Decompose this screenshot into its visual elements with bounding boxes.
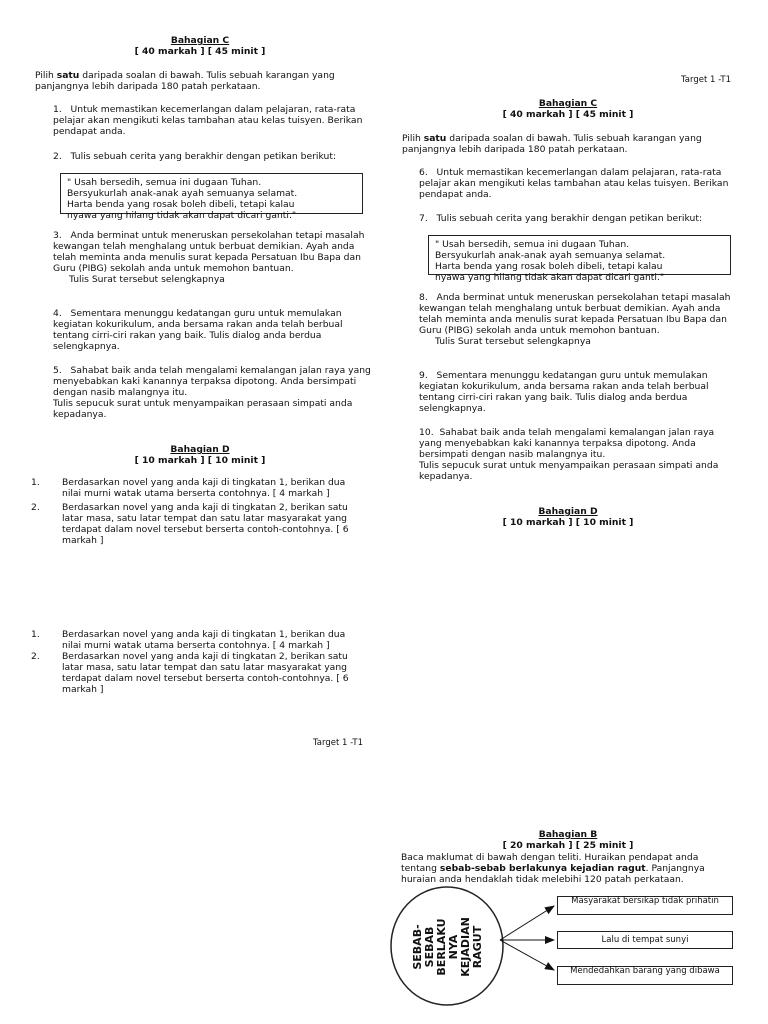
left-section-d-header bbox=[100, 444, 300, 466]
question-number: 4. bbox=[53, 308, 62, 319]
circle-text-line: RAGUT bbox=[471, 925, 484, 969]
left-section-d-marks: [ 10 markah ] [ 10 minit ] bbox=[134, 455, 266, 466]
left-section-c-header bbox=[100, 35, 300, 57]
intro-text: daripada soalan di bawah. Tulis sebuah karangan yang panjangnya lebih daripada 180 patah perkataan. bbox=[35, 70, 335, 92]
right-section-d-marks: [ 10 markah ] [ 10 minit ] bbox=[502, 517, 634, 528]
question-text: Untuk memastikan kecemerlangan dalam pelajaran, rata-rata pelajar akan mengikuti kelas tambahan atau kelas tuisyen. Berikan pendapat anda. bbox=[53, 104, 363, 137]
item-number: 2. bbox=[31, 502, 40, 513]
question-text: Sahabat baik anda telah mengalami kemalangan jalan raya yang menyebabkan kaki kanannya terpaksa dipotong. Anda bersimpati dengan nasib malangnya itu. bbox=[419, 427, 715, 460]
right-section-c-title: Bahagian C bbox=[538, 98, 598, 109]
right-header: Target 1 -T1 bbox=[681, 75, 731, 85]
right-question-8 bbox=[419, 292, 737, 347]
left-question-1 bbox=[53, 104, 371, 137]
question-number: 9. bbox=[419, 370, 428, 381]
item-number: 2. bbox=[31, 651, 40, 662]
right-section-d-header bbox=[468, 506, 668, 528]
mind-map-center-text bbox=[392, 887, 504, 1007]
circle-text-line: NYA bbox=[447, 934, 460, 960]
box-text: Masyarakat bersikap tidak prihatin bbox=[571, 896, 719, 906]
left-question-3 bbox=[53, 230, 371, 285]
intro-text: Pilih bbox=[402, 133, 424, 144]
intro-bold: satu bbox=[423, 133, 447, 144]
item-number: 1. bbox=[31, 477, 40, 488]
quote-line: nyawa yang hilang tidak akan dapat dicari ganti." bbox=[67, 210, 297, 221]
right-section-b-title: Bahagian B bbox=[538, 829, 598, 840]
question-instruction: Tulis sepucuk surat untuk menyampaikan perasaan simpati anda kepadanya. bbox=[419, 460, 719, 482]
right-question-7 bbox=[419, 213, 737, 224]
item-text: Berdasarkan novel yang anda kaji di tingkatan 2, berikan satu latar masa, satu latar tempat dan satu latar masyarakat yang terdapat dalam novel tersebut berserta contoh-contohnya. [ 6 markah ] bbox=[62, 651, 349, 695]
intro-text: Pilih bbox=[35, 70, 57, 81]
question-instruction: Tulis Surat tersebut selengkapnya bbox=[435, 336, 591, 347]
item-text: Berdasarkan novel yang anda kaji di tingkatan 2, berikan satu latar masa, satu latar tempat dan satu latar masyarakat yang terdapat dalam novel tersebut berserta contoh-contohnya. [ 6 markah ] bbox=[62, 502, 349, 546]
left-question-4 bbox=[53, 308, 371, 352]
mind-map-box-1 bbox=[557, 896, 733, 915]
item-number: 1. bbox=[31, 629, 40, 640]
right-section-c-marks: [ 40 markah ] [ 45 minit ] bbox=[502, 109, 634, 120]
right-section-c-intro bbox=[402, 133, 732, 155]
question-text: Tulis sebuah cerita yang berakhir dengan petikan berikut: bbox=[70, 151, 337, 162]
quote-line: " Usah bersedih, semua ini dugaan Tuhan. bbox=[435, 239, 630, 250]
left-section-d-title: Bahagian D bbox=[170, 444, 230, 455]
right-quote-box bbox=[428, 235, 731, 283]
left-footer: Target 1 -T1 bbox=[313, 738, 363, 748]
question-text: Sahabat baik anda telah mengalami kemalangan jalan raya yang menyebabkan kaki kanannya terpaksa dipotong. Anda bersimpati dengan nasib malangnya itu. bbox=[53, 365, 371, 398]
left-question-2 bbox=[53, 151, 371, 162]
quote-line: Harta benda yang rosak boleh dibeli, tetapi kalau bbox=[435, 261, 663, 272]
left-section-c-intro bbox=[35, 70, 365, 92]
box-text: Mendedahkan barang yang dibawa bbox=[570, 966, 720, 976]
left-quote-box bbox=[60, 173, 363, 221]
quote-line: Bersyukurlah anak-anak ayah semuanya selamat. bbox=[67, 188, 298, 199]
intro-text: daripada soalan di bawah. Tulis sebuah karangan yang panjangnya lebih daripada 180 patah perkataan. bbox=[402, 133, 702, 155]
mind-map-box-3 bbox=[557, 966, 733, 985]
circle-text-line: SEBAB- bbox=[411, 924, 424, 970]
question-text: Untuk memastikan kecemerlangan dalam pelajaran, rata-rata pelajar akan mengikuti kelas tambahan atau kelas tuisyen. Berikan pendapat anda. bbox=[419, 167, 729, 200]
left-question-5 bbox=[53, 365, 371, 420]
question-number: 5. bbox=[53, 365, 62, 376]
arrow-bottom bbox=[500, 940, 554, 970]
left-section-d-item-1 bbox=[31, 477, 371, 501]
left-section-d-repeat-item-1 bbox=[31, 629, 371, 653]
circle-text-line: KEJADIAN bbox=[459, 917, 472, 977]
question-text: Anda berminat untuk meneruskan persekolahan tetapi masalah kewangan telah menghalang untuk berbuat demikian. Ayah anda telah meminta anda menulis surat kepada Persatuan Ibu Bapa dan Guru (PIBG) sekolah anda untuk memohon bantuan. bbox=[53, 230, 365, 274]
intro-bold: satu bbox=[56, 70, 80, 81]
quote-line: Bersyukurlah anak-anak ayah semuanya selamat. bbox=[435, 250, 666, 261]
question-instruction: Tulis Surat tersebut selengkapnya bbox=[69, 274, 225, 285]
right-section-d-title: Bahagian D bbox=[538, 506, 598, 517]
intro-text: Baca maklumat di bawah dengan teliti. Huraikan pendapat anda tentang bbox=[401, 852, 699, 874]
right-question-9 bbox=[419, 370, 737, 414]
question-number: 8. bbox=[419, 292, 428, 303]
right-section-b-marks: [ 20 markah ] [ 25 minit ] bbox=[502, 840, 634, 851]
left-section-d-repeat-item-2 bbox=[31, 651, 371, 701]
quote-line: " Usah bersedih, semua ini dugaan Tuhan. bbox=[67, 177, 262, 188]
mind-map-box-2 bbox=[557, 931, 733, 949]
question-number: 3. bbox=[53, 230, 62, 241]
circle-text-line: BERLAKU bbox=[435, 918, 448, 976]
intro-bold: sebab-sebab berlakunya kejadian ragut bbox=[439, 863, 646, 874]
question-number: 10. bbox=[419, 427, 434, 438]
right-section-b-intro bbox=[401, 852, 737, 885]
left-section-c-marks: [ 40 markah ] [ 45 minit ] bbox=[134, 46, 266, 57]
question-number: 2. bbox=[53, 151, 62, 162]
intro-text: . Panjangnya huraian anda hendaklah tidak melebihi 120 patah perkataan. bbox=[401, 863, 705, 885]
question-text: Sementara menunggu kedatangan guru untuk memulakan kegiatan kokurikulum, anda bersama rakan anda telah berbual tentang cirri-ciri rakan yang baik. Tulis dialog anda berdua selengkapnya. bbox=[53, 308, 343, 352]
arrow-top bbox=[500, 906, 554, 940]
item-text: Berdasarkan novel yang anda kaji di tingkatan 1, berikan dua nilai murni watak utama berserta contohnya. [ 4 markah ] bbox=[62, 477, 346, 499]
left-section-c-title: Bahagian C bbox=[170, 35, 230, 46]
question-text: Sementara menunggu kedatangan guru untuk memulakan kegiatan kokurikulum, anda bersama rakan anda telah berbual tentang cirri-ciri rakan yang baik. Tulis dialog anda berdua selengkapnya. bbox=[419, 370, 709, 414]
question-text: Tulis sebuah cerita yang berakhir dengan petikan berikut: bbox=[436, 213, 703, 224]
right-question-6 bbox=[419, 167, 737, 200]
question-number: 7. bbox=[419, 213, 428, 224]
right-section-b-header bbox=[468, 829, 668, 851]
left-section-d-item-2 bbox=[31, 502, 371, 552]
quote-line: Harta benda yang rosak boleh dibeli, tetapi kalau bbox=[67, 199, 295, 210]
box-text: Lalu di tempat sunyi bbox=[601, 935, 689, 945]
question-number: 6. bbox=[419, 167, 428, 178]
quote-line: nyawa yang hilang tidak akan dapat dicari ganti." bbox=[435, 272, 665, 283]
question-text: Anda berminat untuk meneruskan persekolahan tetapi masalah kewangan telah menghalang untuk berbuat demikian. Ayah anda telah meminta anda menulis surat kepada Persatuan Ibu Bapa dan Guru (PIBG) sekolah anda untuk memohon bantuan. bbox=[419, 292, 731, 336]
question-instruction: Tulis sepucuk surat untuk menyampaikan perasaan simpati anda kepadanya. bbox=[53, 398, 353, 420]
right-question-10 bbox=[419, 427, 737, 482]
question-number: 1. bbox=[53, 104, 62, 115]
right-section-c-header bbox=[468, 98, 668, 120]
circle-text-line: SEBAB bbox=[423, 926, 436, 968]
item-text: Berdasarkan novel yang anda kaji di tingkatan 1, berikan dua nilai murni watak utama berserta contohnya. [ 4 markah ] bbox=[62, 629, 346, 651]
